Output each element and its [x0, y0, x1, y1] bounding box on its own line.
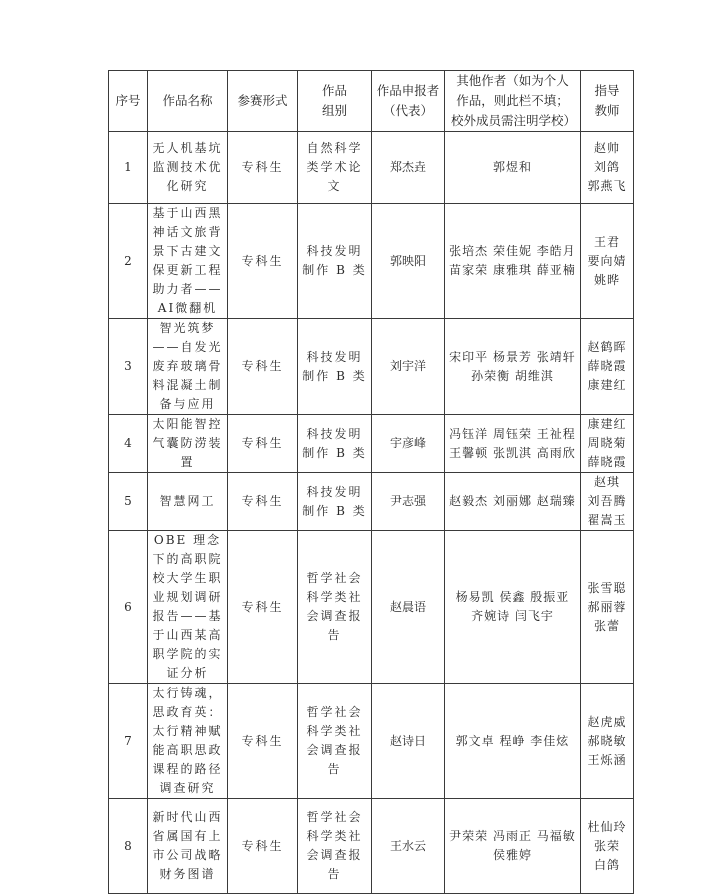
- advisor-name: 翟嵩玉: [587, 513, 627, 527]
- cell-other-authors: 郭文卓 程峥 李佳炫: [445, 684, 581, 799]
- header-applicant: [372, 71, 445, 132]
- advisor-name: 郝晓敏: [587, 733, 627, 748]
- cell-advisors: [581, 799, 634, 894]
- cell-applicant: 赵晨语: [372, 531, 445, 684]
- table-header-row: [109, 71, 634, 132]
- header-index: 序号: [109, 71, 148, 132]
- table-row: [109, 204, 634, 319]
- cell-advisors: [581, 473, 634, 531]
- cell-group: 哲学社会科学类社会调查报告: [298, 531, 372, 684]
- cell-group: 科技发明制作 B 类: [298, 319, 372, 415]
- cell-applicant: 刘宇洋: [372, 319, 445, 415]
- cell-work-name: OBE 理念下的高职院校大学生职业规划调研报告——基于山西某高职学院的实证分析: [148, 531, 228, 684]
- cell-work-name: 无人机基坑监测技术优化研究: [148, 132, 228, 204]
- cell-participation: 专科生: [228, 319, 298, 415]
- advisor-name: 张雪聪: [587, 580, 627, 595]
- cell-participation: 专科生: [228, 799, 298, 894]
- cell-index: 2: [109, 204, 148, 319]
- table-row: [109, 473, 634, 531]
- cell-participation: 专科生: [228, 531, 298, 684]
- table-row: [109, 799, 634, 894]
- cell-work-name: 新时代山西省属国有上市公司战略财务图谱: [148, 799, 228, 894]
- cell-participation: 专科生: [228, 473, 298, 531]
- cell-index: 4: [109, 415, 148, 473]
- header-work-name: 作品名称: [148, 71, 228, 132]
- cell-index: 3: [109, 319, 148, 415]
- header-advisor: [581, 71, 634, 132]
- cell-other-authors: 尹荣荣 冯雨正 马福敏 侯雅婷: [445, 799, 581, 894]
- cell-advisors: [581, 415, 634, 473]
- cell-group: 科技发明制作 B 类: [298, 473, 372, 531]
- advisor-name: 赵帅: [593, 141, 620, 155]
- cell-other-authors: 宋印平 杨景芳 张靖轩 孙荣衡 胡维淇: [445, 319, 581, 415]
- cell-index: 5: [109, 473, 148, 531]
- header-group-line2: 组别: [321, 103, 347, 118]
- advisor-name: 康建红: [587, 378, 627, 392]
- cell-group: 哲学社会科学类社会调查报告: [298, 799, 372, 894]
- cell-applicant: 郑杰垚: [372, 132, 445, 204]
- advisor-name: 郝丽蓉: [587, 599, 627, 614]
- advisor-name: 杜仙玲: [587, 819, 627, 834]
- cell-applicant: 尹志强: [372, 473, 445, 531]
- header-other-authors: 其他作者（如为个人作品，则此栏不填；校外成员需注明学校）: [445, 71, 581, 132]
- cell-group: 科技发明制作 B 类: [298, 415, 372, 473]
- header-group: [298, 71, 372, 132]
- advisor-name: 张蕾: [593, 618, 620, 633]
- advisor-name: 周晓菊: [587, 436, 627, 450]
- cell-advisors: [581, 684, 634, 799]
- cell-participation: 专科生: [228, 415, 298, 473]
- cell-other-authors: 冯钰洋 周钰荣 王祉程 王馨顿 张凯淇 高雨欣: [445, 415, 581, 473]
- header-applicant-line2: （代表）: [382, 103, 433, 118]
- cell-advisors: [581, 531, 634, 684]
- cell-advisors: [581, 204, 634, 319]
- cell-participation: 专科生: [228, 684, 298, 799]
- cell-other-authors: 赵毅杰 刘丽娜 赵瑞臻: [445, 473, 581, 531]
- advisor-name: 赵虎威: [587, 714, 627, 729]
- advisor-name: 姚晔: [593, 272, 620, 287]
- cell-work-name: 太阳能智控气囊防涝装置: [148, 415, 228, 473]
- cell-work-name: 太行铸魂，思政育英：太行精神赋能高职思政课程的路径调查研究: [148, 684, 228, 799]
- cell-other-authors: 郭煜和: [445, 132, 581, 204]
- table-row: [109, 684, 634, 799]
- table-row: [109, 132, 634, 204]
- cell-advisors: [581, 132, 634, 204]
- table-row: [109, 319, 634, 415]
- header-group-line1: 作品: [321, 83, 347, 98]
- advisor-name: 薛晓霞: [587, 359, 627, 373]
- cell-group: 哲学社会科学类社会调查报告: [298, 684, 372, 799]
- advisor-name: 赵琪: [593, 475, 620, 489]
- cell-other-authors: 张培杰 荣佳妮 李皓月 苗家荣 康雅琪 薛亚楠: [445, 204, 581, 319]
- advisor-name: 薛晓霞: [587, 455, 627, 469]
- cell-applicant: 宇彦峰: [372, 415, 445, 473]
- cell-applicant: 郭映阳: [372, 204, 445, 319]
- advisor-name: 要向婧: [587, 253, 627, 268]
- header-participation: 参赛形式: [228, 71, 298, 132]
- cell-index: 8: [109, 799, 148, 894]
- cell-group: 科技发明制作 B 类: [298, 204, 372, 319]
- cell-applicant: 赵诗日: [372, 684, 445, 799]
- cell-work-name: 智慧网工: [148, 473, 228, 531]
- table-row: [109, 415, 634, 473]
- award-entries-table: [108, 70, 634, 894]
- header-advisor-line1: 指导: [594, 83, 620, 98]
- advisor-name: 康建红: [587, 417, 627, 431]
- cell-applicant: 王水云: [372, 799, 445, 894]
- advisor-name: 赵鹤晖: [587, 340, 627, 354]
- header-applicant-line1: 作品申报者: [376, 83, 440, 98]
- header-advisor-line2: 教师: [594, 103, 620, 118]
- cell-participation: 专科生: [228, 132, 298, 204]
- cell-index: 6: [109, 531, 148, 684]
- advisor-name: 张荣: [593, 838, 620, 853]
- advisor-name: 王烁涵: [587, 752, 627, 767]
- cell-work-name: 智光筑梦——自发光废弃玻璃骨料混凝土制备与应用: [148, 319, 228, 415]
- advisor-name: 刘吾腾: [587, 494, 627, 508]
- cell-index: 1: [109, 132, 148, 204]
- cell-work-name: 基于山西黑神话文旅背景下古建文保更新工程助力者——AI微翻机: [148, 204, 228, 319]
- cell-other-authors: 杨易凯 侯鑫 殷振亚 齐婉诗 闫飞宇: [445, 531, 581, 684]
- cell-participation: 专科生: [228, 204, 298, 319]
- advisor-name: 王君: [593, 234, 620, 249]
- advisor-name: 刘鸽: [593, 160, 620, 174]
- advisor-name: 郭燕飞: [587, 179, 627, 193]
- table-row: [109, 531, 634, 684]
- cell-index: 7: [109, 684, 148, 799]
- cell-advisors: [581, 319, 634, 415]
- cell-group: 自然科学类学术论文: [298, 132, 372, 204]
- advisor-name: 白鸽: [593, 857, 620, 872]
